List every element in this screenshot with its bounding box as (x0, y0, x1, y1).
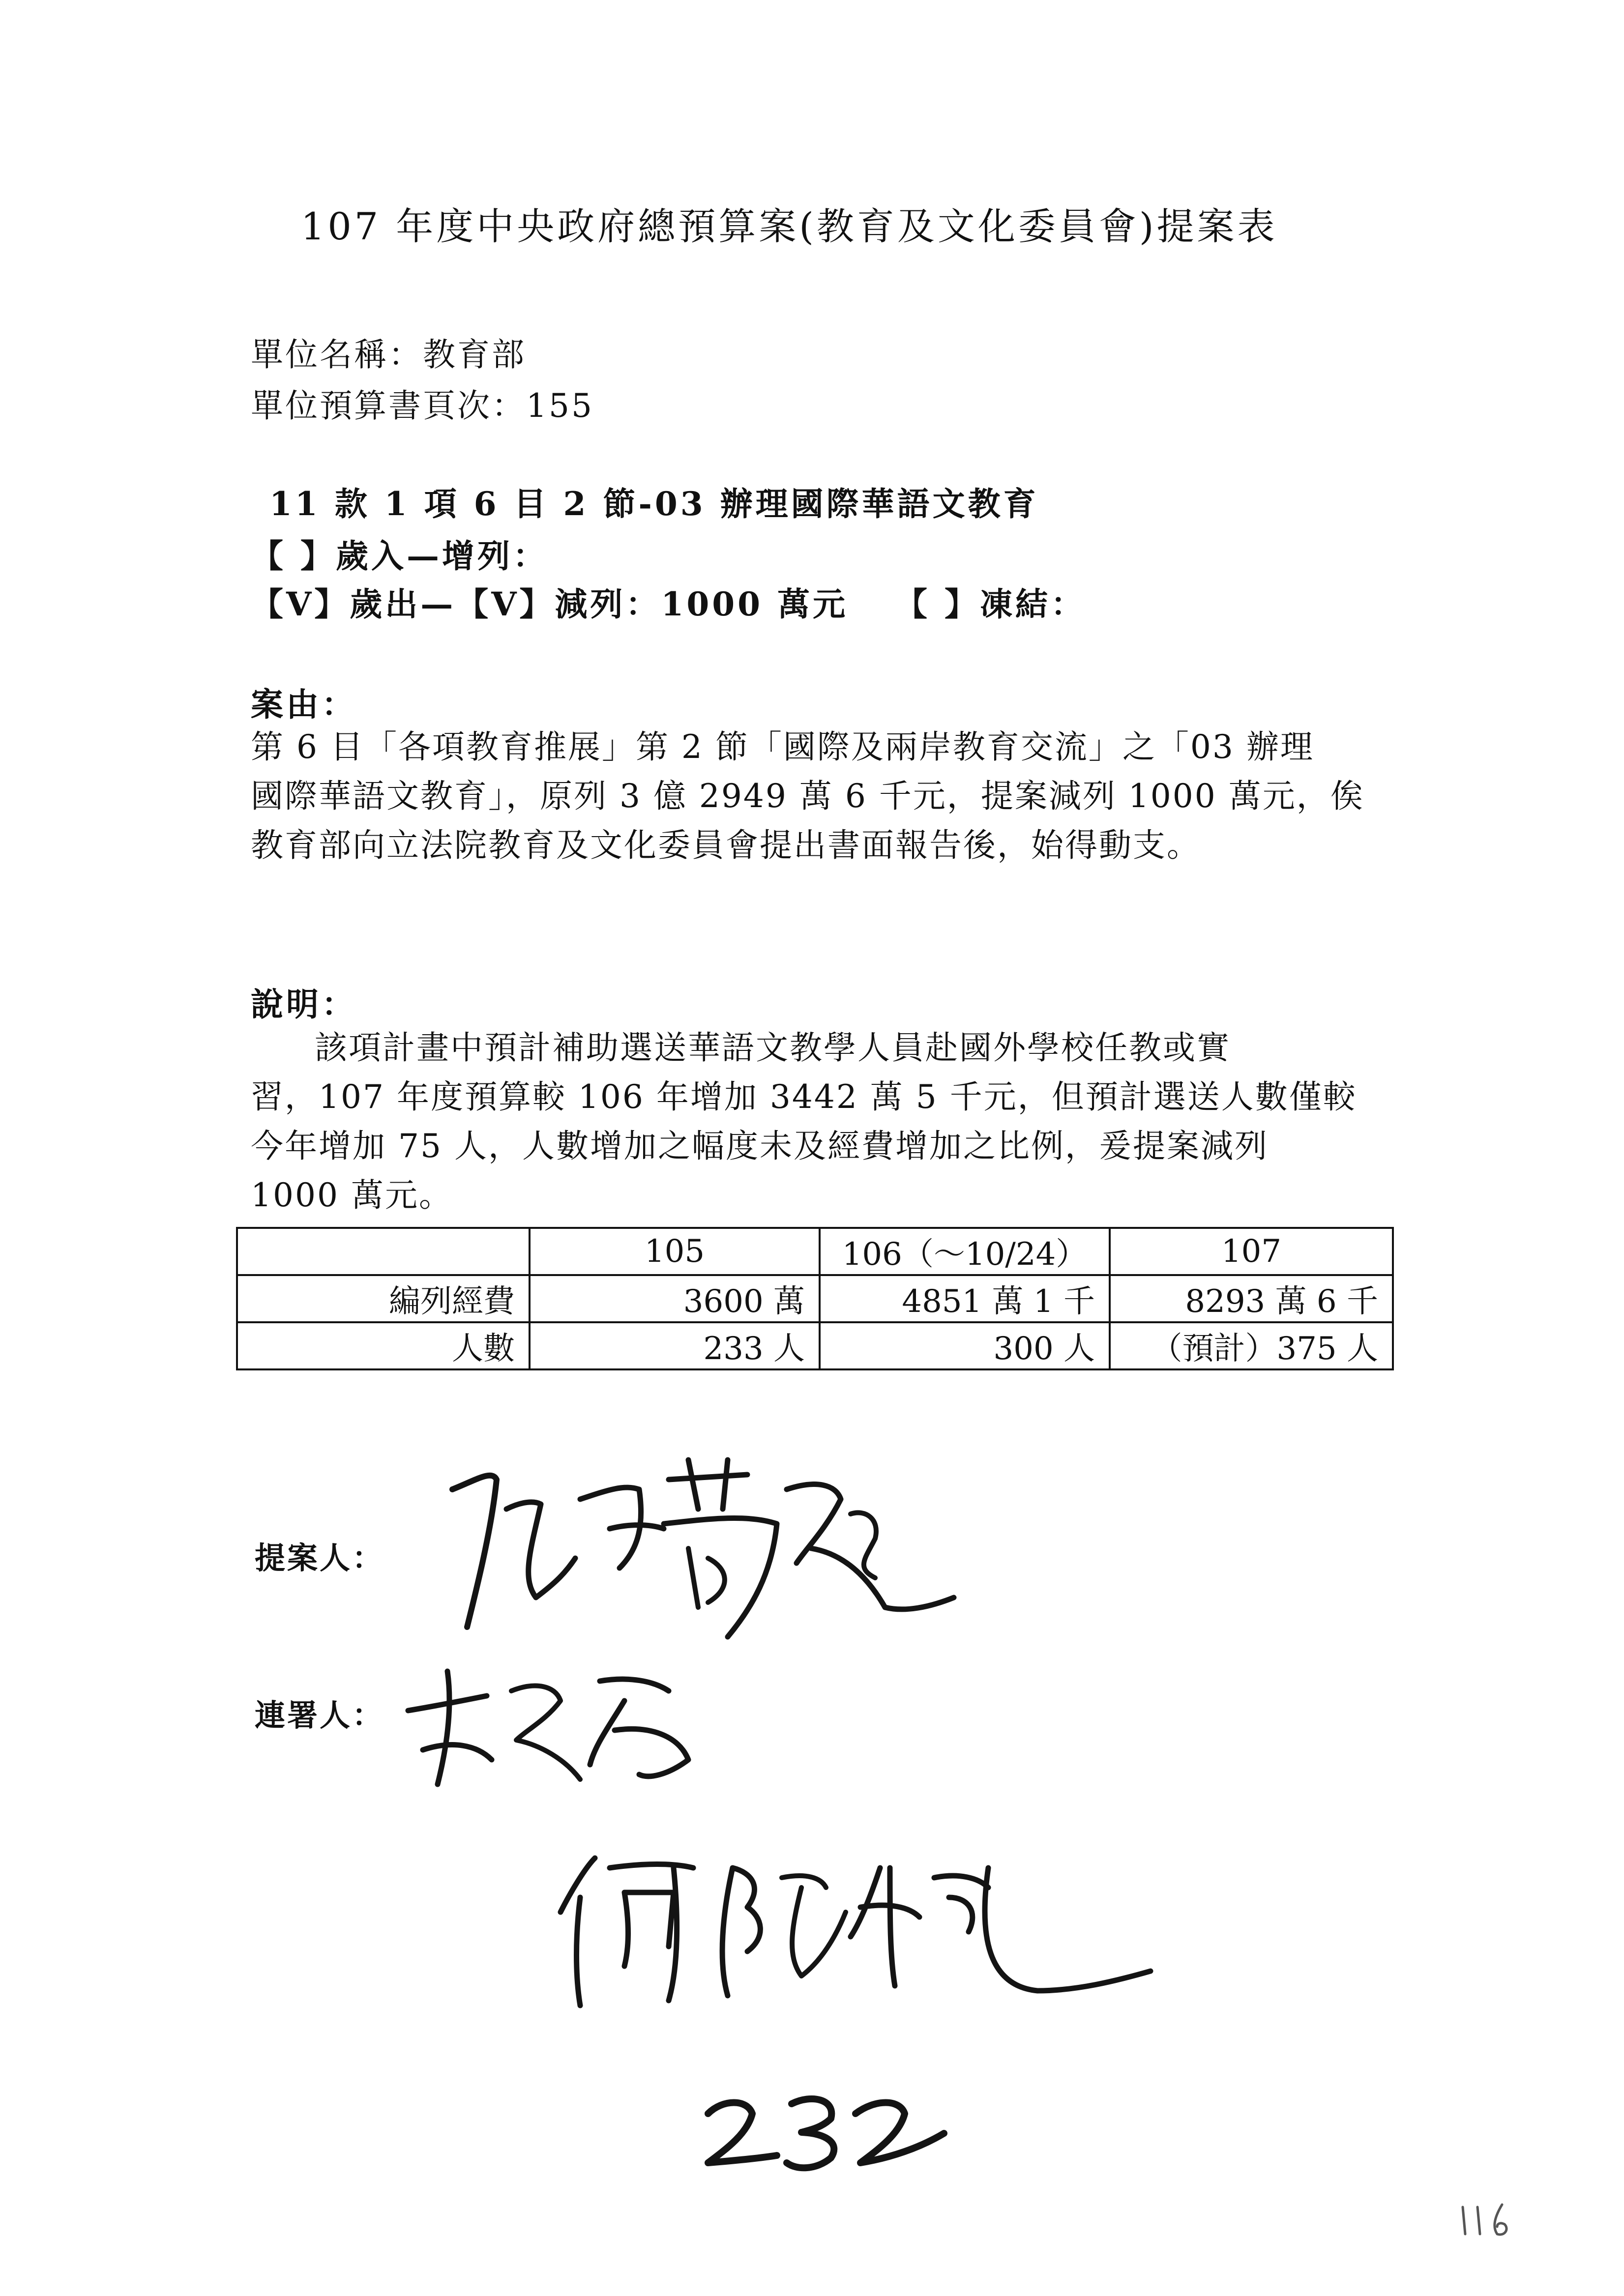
item-heading: 11 款 1 項 6 目 2 節-03 辦理國際華語文教育 (269, 485, 1039, 523)
table-row (237, 1275, 1393, 1322)
table-header-cell (237, 1228, 530, 1275)
expenditure-line: 【V】歲出—【V】減列：1000 萬元 (251, 585, 849, 623)
unit-budget-page: 單位預算書頁次：155 (251, 387, 594, 425)
signature-proposer (433, 1450, 974, 1666)
table-cell: 8293 萬 6 千 (1110, 1275, 1393, 1322)
signature-cosigner-1 (393, 1661, 767, 1799)
signature-cosigner-2 (546, 1838, 1160, 2015)
revenue-line: 【 】歲入—增列： (251, 537, 548, 575)
budget-table (236, 1227, 1394, 1370)
table-cell: 300 人 (820, 1322, 1110, 1369)
table-cell: （預計）375 人 (1110, 1322, 1393, 1369)
freeze-line: 【 】凍結： (895, 585, 1086, 623)
reason-line: 教育部向立法院教育及文化委員會提出書面報告後，始得動支。 (251, 826, 1201, 864)
table-cell: 3600 萬 (530, 1275, 820, 1322)
reason-heading: 案由： (251, 685, 357, 724)
table-row-label: 人數 (237, 1322, 530, 1369)
explanation-line: 習，107 年度預算較 106 年增加 3442 萬 5 千元，但預計選送人數僅較 (251, 1078, 1357, 1116)
unit-name: 單位名稱：教育部 (251, 336, 526, 374)
corner-mark (1455, 2197, 1524, 2241)
reason-line: 國際華語文教育」，原列 3 億 2949 萬 6 千元，提案減列 1000 萬元，俟 (251, 777, 1364, 815)
handwritten-number (693, 2079, 949, 2178)
explanation-line: 1000 萬元。 (251, 1176, 453, 1214)
proposer-label: 提案人： (255, 1540, 385, 1576)
table-header-cell: 106（～10/24） (820, 1228, 1110, 1275)
table-row (237, 1322, 1393, 1369)
table-header-cell: 107 (1110, 1228, 1393, 1275)
explanation-line: 該項計畫中預計補助選送華語文教學人員赴國外學校任教或實 (315, 1029, 1231, 1067)
reason-paragraph (251, 723, 1401, 870)
explanation-heading: 說明： (251, 985, 357, 1023)
table-cell: 233 人 (530, 1322, 820, 1369)
explanation-paragraph (251, 1023, 1401, 1220)
table-header-row (237, 1228, 1393, 1275)
table-cell: 4851 萬 1 千 (820, 1275, 1110, 1322)
page-title: 107 年度中央政府總預算案(教育及文化委員會)提案表 (301, 204, 1278, 248)
table-row-label: 編列經費 (237, 1275, 530, 1322)
reason-line: 第 6 目「各項教育推展」第 2 節「國際及兩岸教育交流」之「03 辦理 (251, 728, 1314, 766)
explanation-line: 今年增加 75 人，人數增加之幅度未及經費增加之比例，爰提案減列 (251, 1127, 1269, 1165)
table-header-cell: 105 (530, 1228, 820, 1275)
cosigner-label: 連署人： (255, 1697, 385, 1733)
